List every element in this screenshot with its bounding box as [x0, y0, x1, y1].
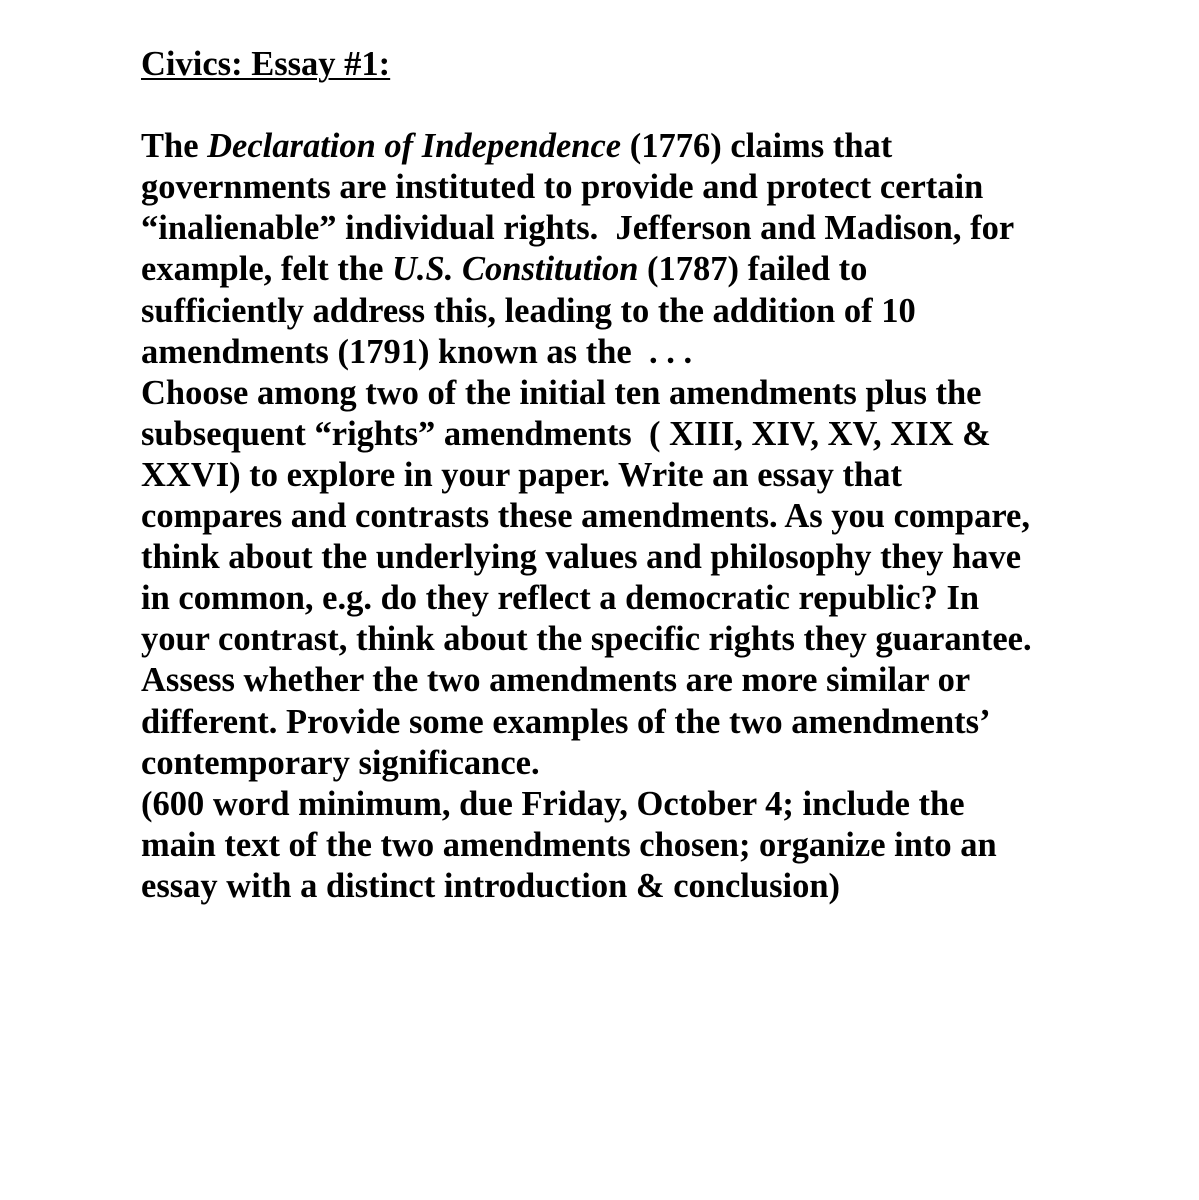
intro-line-2: governments are instituted to provide and protect certain — [141, 168, 984, 207]
requirements-line: essay with a distinct introduction & conclusion) — [141, 866, 841, 905]
instructions-line: subsequent “rights” amendments ( XIII, XIV, XV, XIX & — [141, 414, 991, 453]
intro-line-5: sufficiently address this, leading to the addition of 10 — [141, 291, 916, 330]
instructions-line: compares and contrasts these amendments. As you compare, — [141, 497, 1030, 536]
instructions-line: XXVI) to explore in your paper. Write an essay that — [141, 455, 902, 494]
text-run: example, felt the — [141, 250, 393, 289]
document-body — [141, 44, 1141, 907]
instructions-line: Assess whether the two amendments are more similar or — [141, 661, 971, 700]
blank-line — [141, 85, 1141, 126]
text-run: (1776) claims that — [621, 127, 893, 166]
instructions-line: contemporary significance. — [141, 743, 540, 782]
instructions-line: in common, e.g. do they reflect a democratic republic? In — [141, 579, 980, 618]
instructions-line: different. Provide some examples of the two amendments’ — [141, 702, 991, 741]
intro-line-4 — [141, 249, 1141, 290]
instructions-line: your contrast, think about the specific rights they guarantee. — [141, 620, 1032, 659]
intro-line-1 — [141, 126, 1141, 167]
instructions-paragraph — [141, 373, 1141, 784]
declaration-title: Declaration of Independence — [207, 127, 622, 166]
requirements-paragraph — [141, 784, 1141, 907]
instructions-line: think about the underlying values and philosophy they have — [141, 538, 1022, 577]
text-run: (1787) failed to — [638, 250, 868, 289]
page-title: Civics: Essay #1: — [141, 45, 391, 83]
intro-line-3: “inalienable” individual rights. Jefferson and Madison, for — [141, 209, 1015, 248]
constitution-title: U.S. Constitution — [392, 250, 639, 289]
instructions-line: Choose among two of the initial ten amendments plus the — [141, 373, 982, 412]
requirements-line: main text of the two amendments chosen; organize into an — [141, 825, 997, 864]
requirements-line: (600 word minimum, due Friday, October 4; include the — [141, 784, 965, 823]
text-run: The — [141, 127, 208, 166]
intro-paragraph — [141, 126, 1141, 373]
intro-line-6: amendments (1791) known as the . . . — [141, 332, 693, 371]
